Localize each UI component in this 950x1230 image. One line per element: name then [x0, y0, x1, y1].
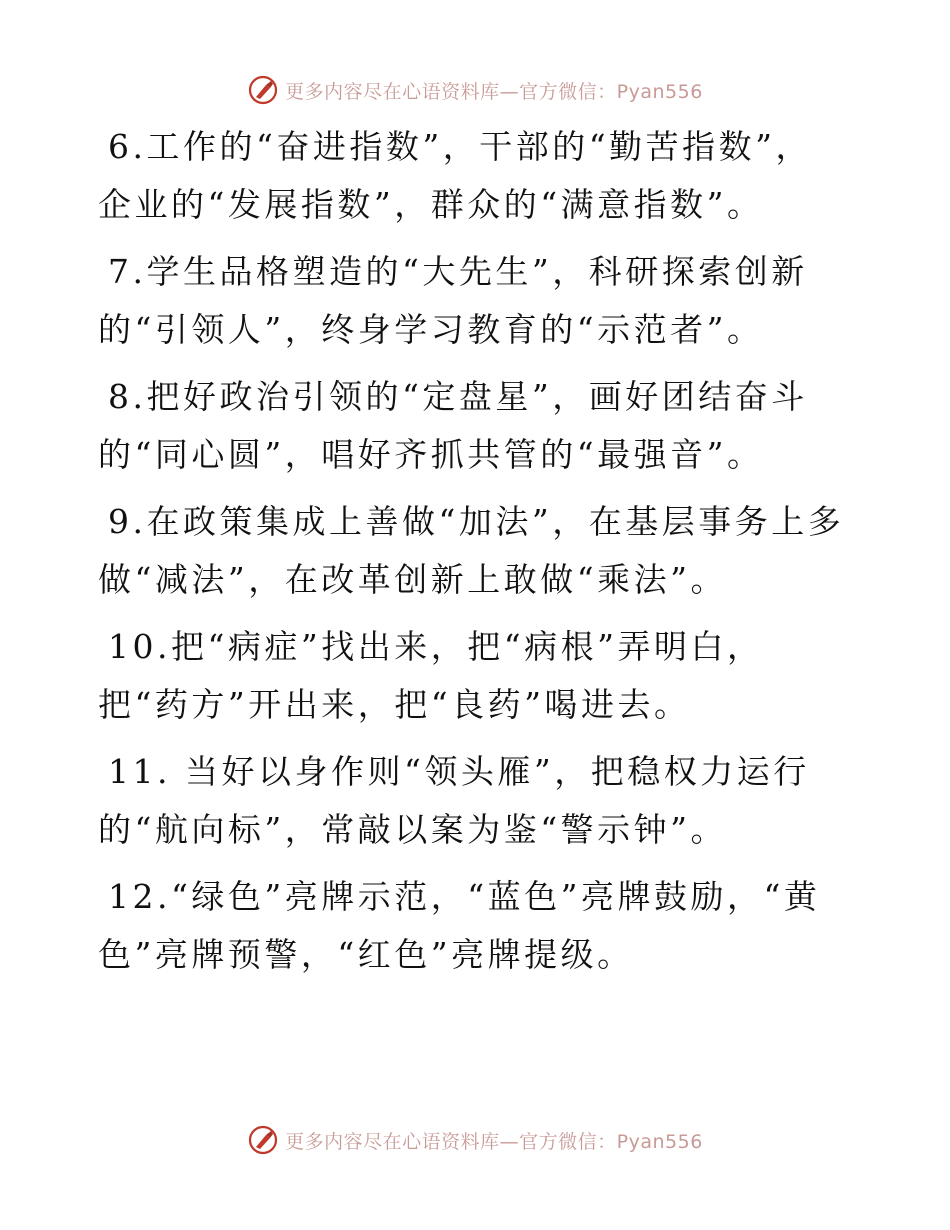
- item-line-1: 11. 当好以身作则“领头雁”，把稳权力运行: [108, 752, 810, 791]
- document-body: [98, 118, 858, 993]
- list-item-11: [98, 743, 858, 859]
- list-item-9: [98, 493, 858, 609]
- list-item-8: [98, 368, 858, 484]
- header-watermark: [0, 70, 950, 110]
- item-line-2: 的“航向标”，常敲以案为鉴“警示钟”。: [98, 810, 727, 849]
- watermark-text: 更多内容尽在心语资料库—官方微信：Pyan556: [285, 1130, 703, 1153]
- pen-nib-logo-icon: [247, 74, 279, 106]
- list-item-12: [98, 868, 858, 984]
- pen-nib-logo-icon: [247, 1124, 279, 1156]
- footer-watermark: [0, 1120, 950, 1160]
- item-line-2: 的“同心圆”，唱好齐抓共管的“最强音”。: [98, 435, 764, 474]
- item-line-1: 7.学生品格塑造的“大先生”，科研探索创新: [108, 252, 808, 291]
- watermark-text: 更多内容尽在心语资料库—官方微信：Pyan556: [285, 80, 703, 103]
- item-line-2: 把“药方”开出来，把“良药”喝进去。: [98, 685, 691, 724]
- item-line-1: 10.把“病症”找出来，把“病根”弄明白，: [108, 627, 764, 666]
- item-line-1: 12.“绿色”亮牌示范，“蓝色”亮牌鼓励，“黄: [108, 877, 821, 916]
- item-line-2: 企业的“发展指数”，群众的“满意指数”。: [98, 185, 764, 224]
- item-line-1: 9.在政策集成上善做“加法”，在基层事务上多: [108, 502, 845, 541]
- list-item-10: [98, 618, 858, 734]
- item-line-1: 8.把好政治引领的“定盘星”，画好团结奋斗: [108, 377, 808, 416]
- list-item-7: [98, 243, 858, 359]
- item-line-1: 6.工作的“奋进指数”，干部的“勤苦指数”，: [108, 127, 812, 166]
- item-line-2: 的“引领人”，终身学习教育的“示范者”。: [98, 310, 764, 349]
- item-line-2: 色”亮牌预警，“红色”亮牌提级。: [98, 935, 634, 974]
- list-item-6: [98, 118, 858, 234]
- item-line-2: 做“减法”，在改革创新上敢做“乘法”。: [98, 560, 727, 599]
